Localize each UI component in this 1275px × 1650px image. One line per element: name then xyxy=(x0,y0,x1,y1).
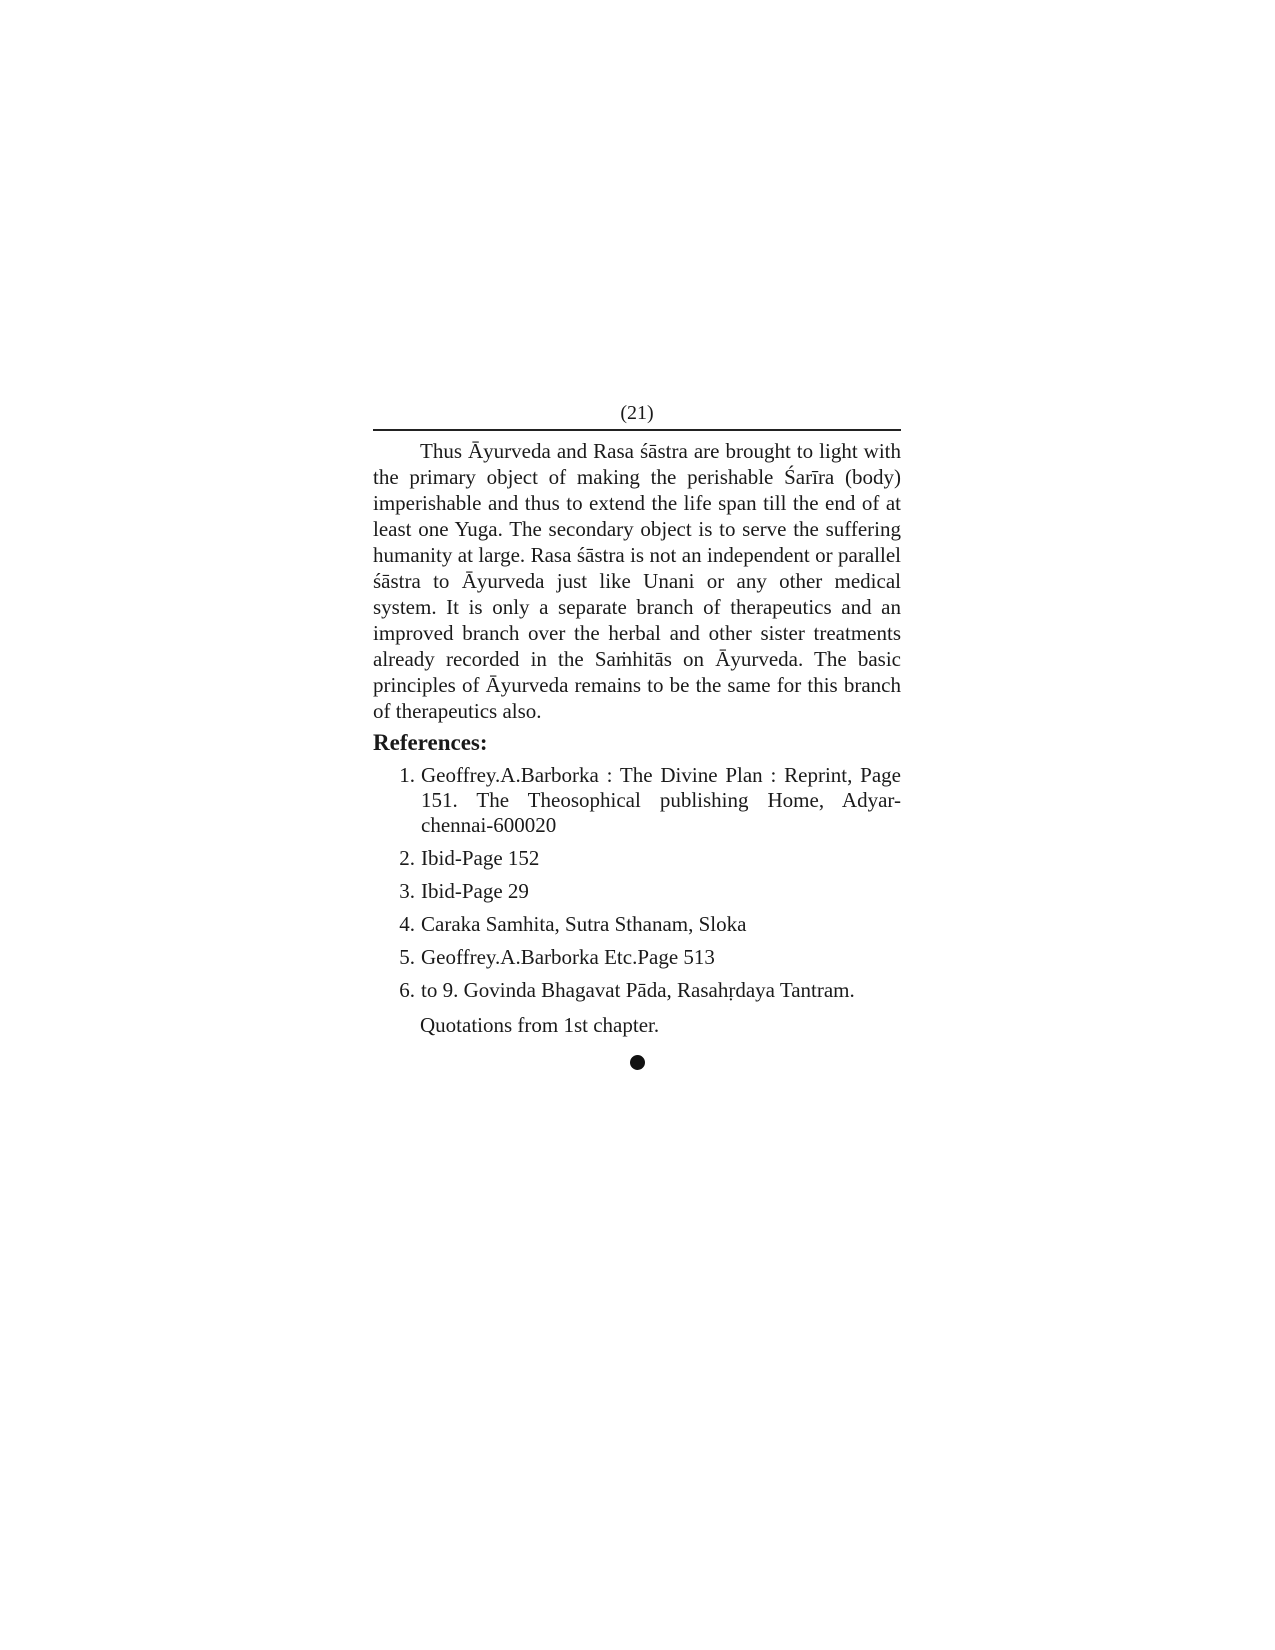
reference-number: 2. xyxy=(399,846,415,870)
reference-number: 3. xyxy=(399,879,415,903)
reference-item xyxy=(373,912,901,937)
reference-number: 1. xyxy=(399,763,415,787)
reference-text: Geoffrey.A.Barborka : The Divine Plan : Reprint, Page 151. The Theosophical publishing Home, Adyar-chennai-600020 xyxy=(421,763,901,837)
reference-text: Ibid-Page 29 xyxy=(421,879,529,903)
reference-item xyxy=(373,846,901,871)
page-number: (21) xyxy=(620,402,654,424)
reference-text: Caraka Samhita, Sutra Sthanam, Sloka xyxy=(421,912,747,936)
header-rule xyxy=(373,429,901,431)
references-heading: References: xyxy=(373,730,488,755)
reference-item xyxy=(373,879,901,904)
reference-text: Geoffrey.A.Barborka Etc.Page 513 xyxy=(421,945,715,969)
reference-number: 5. xyxy=(399,945,415,969)
body-paragraph: Thus Āyurveda and Rasa śāstra are brought to light with the primary object of making the perishable Śarīra (body) imperishable and thus to extend the life span till the end of at least one Yuga. The secondary object is to serve the suffering humanity at large. Rasa śāstra is not an independent or parallel śāstra to Āyurveda just like Unani or any other medical system. It is only a separate branch of therapeutics and an improved branch over the herbal and other sister treatments already recorded in the Saṁhitās on Āyurveda. The basic principles of Āyurveda remains to be the same for this branch of therapeutics also. xyxy=(373,439,901,723)
reference-item xyxy=(373,978,901,1003)
reference-text: Ibid-Page 152 xyxy=(421,846,540,870)
reference-continuation: Quotations from 1st chapter. xyxy=(420,1013,660,1037)
reference-item xyxy=(373,763,901,838)
reference-item xyxy=(373,945,901,970)
reference-number: 6. xyxy=(399,978,415,1002)
reference-text: to 9. Govinda Bhagavat Pāda, Rasahṛdaya Tantram. xyxy=(421,978,855,1002)
references-list xyxy=(373,763,901,1011)
end-bullet-icon xyxy=(630,1055,645,1070)
reference-number: 4. xyxy=(399,912,415,936)
